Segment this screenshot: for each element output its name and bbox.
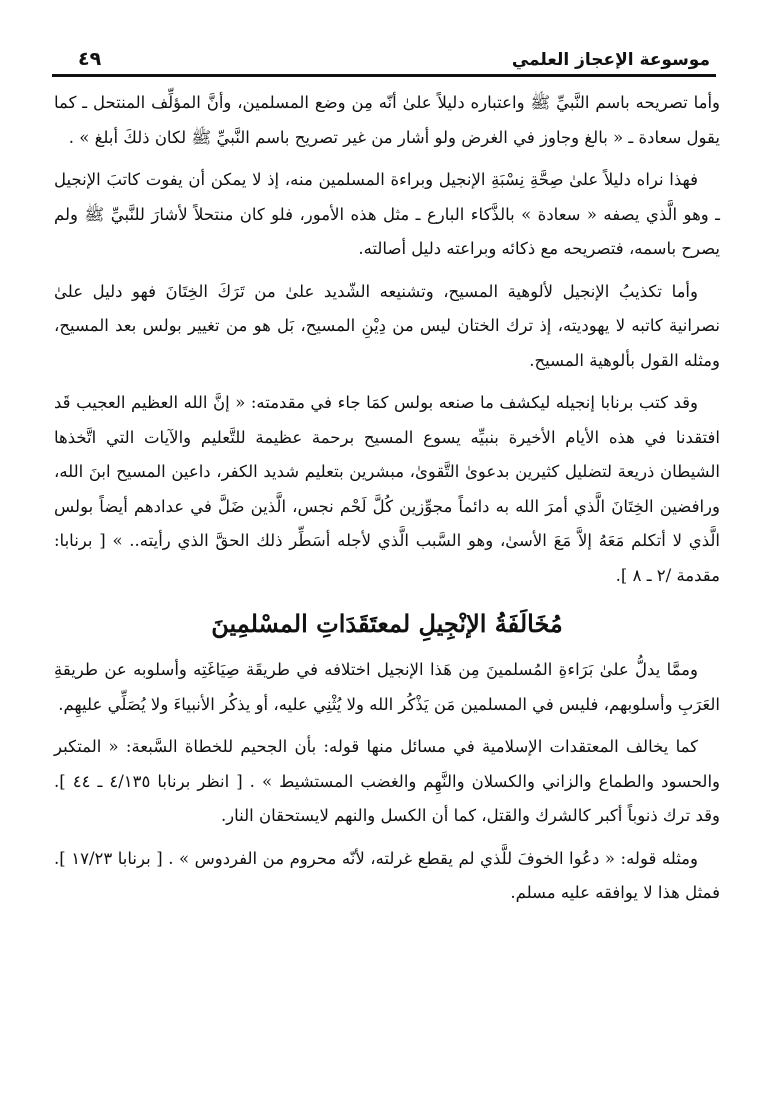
paragraph-3: وأما تكذيبُ الإنجيل لألوهية المسيح، وتشنيعه الشّديد علىٰ من تَرَكَ الخِتَانَ فهو دليل علىٰ نصرانية كاتبه لا يهوديته، إذ ترك الختان ليس من دِيْنِ المسيح، بَل هو من تغيير بولس بعد المسيح، ومثله القول بألوهية المسيح. <box>54 281 720 370</box>
page-body <box>54 86 720 911</box>
paragraph-4: وقد كتب برنابا إنجيله ليكشف ما صنعه بولس كمَا جاء في مقدمته: « إنَّ الله العظيم العجيب قَد افتقدنا في هذه الأيام الأخيرة بنبيِّه يسوع المسيح برحمة عظيمة للتَّعليم والآيات التي اتَّخذها الشيطان ذريعة لتضليل كثيرين بدعوىٰ التَّقوىٰ، مبشرين بتعليم شديد الكفر، داعين المسيح ابنَ الله، ورافضين الخِتَانَ الَّذي أمرَ الله به دائماً مجوِّزين كُلَّ لَحْم نجس، الَّذين ضَلَّ في عدادهم أيضاً بولس الَّذي لا أتكلم مَعَهُ إلاَّ مَعَ الأسىٰ، وهو السَّبب الَّذي لأجله أسَطِّر ذلك الحقَّ الذي رأيته.. » [ برنابا: مقدمة /٢ ـ ٨ ]. <box>54 393 720 585</box>
page-number: ٤٩ <box>78 48 102 70</box>
paragraph-6: كما يخالف المعتقدات الإسلامية في مسائل منها قوله: بأن الجحيم للخطاة السَّبعة: « المتكبر والحسود والطماع والزاني والكسلان والنَّهِم والغضب المستشيط » . [ انظر برنابا ٤/١٣٥ ـ ٤٤ ]. وقد ترك ذنوباً أكبر كالشرك والقتل، كما أن الكسل والنهم لايستحقان النار. <box>54 737 720 825</box>
paragraph-1: وأما تصريحه باسم النَّبيِّ ﷺ واعتباره دليلاً علىٰ أنّه مِن وضع المسلمين، وأنَّ المؤلِّف المنتحل ـ كما يقول سعادة ـ « بالغ وجاوز في الغرض ولو أشار من غير تصريح باسم النَّبيِّ ﷺ لكان ذلكَ أبلغ » . <box>54 93 720 147</box>
running-title: موسوعة الإعجاز العلمي <box>511 50 710 70</box>
paragraph-5: وممَّا يدلُّ علىٰ بَرَاءةِ المُسلمينَ مِن هَذا الإنجيل اختلافه في طريقَة صِيَاغَتِه وأسلوبه عن طريقةِ العَرَبِ وأسلوبهم، فليس في المسلمين مَن يَذْكُر الله ولا يُثْنِي عليه، أو يذكُر الأنبياءَ ولا يُصَلِّي عليهِم. <box>54 660 720 714</box>
paragraph-2: فهذا نراه دليلاً علىٰ صِحَّةِ نِسْبَةِ الإنجيل وبراءة المسلمين منه، إذ لا يمكن أن يفوت كاتبَ الإنجيل ـ وهو الَّذي يصفه « سعادة » بالذَّكاء البارع ـ مثل هذه الأمور، فلو كان منتحلاً لأشارَ للنَّبيِّ ﷺ ولم يصرح باسمه، فتصريحه مع ذكائه وبراعته دليل أصالته. <box>54 170 720 258</box>
header-rule <box>52 74 716 77</box>
section-heading: مُخَالَفَةُ الإنْجِيلِ لمعتَقَدَاتِ المسْلمِينَ <box>211 609 563 638</box>
page-header <box>52 42 716 74</box>
paragraph-7: ومثله قوله: « دعُوا الخوفَ للَّذي لم يقطع غرلته، لأنّه محروم من الفردوس » . [ برنابا ١٧/٢٣ ]. فمثل هذا لا يوافقه عليه مسلم. <box>54 848 720 902</box>
